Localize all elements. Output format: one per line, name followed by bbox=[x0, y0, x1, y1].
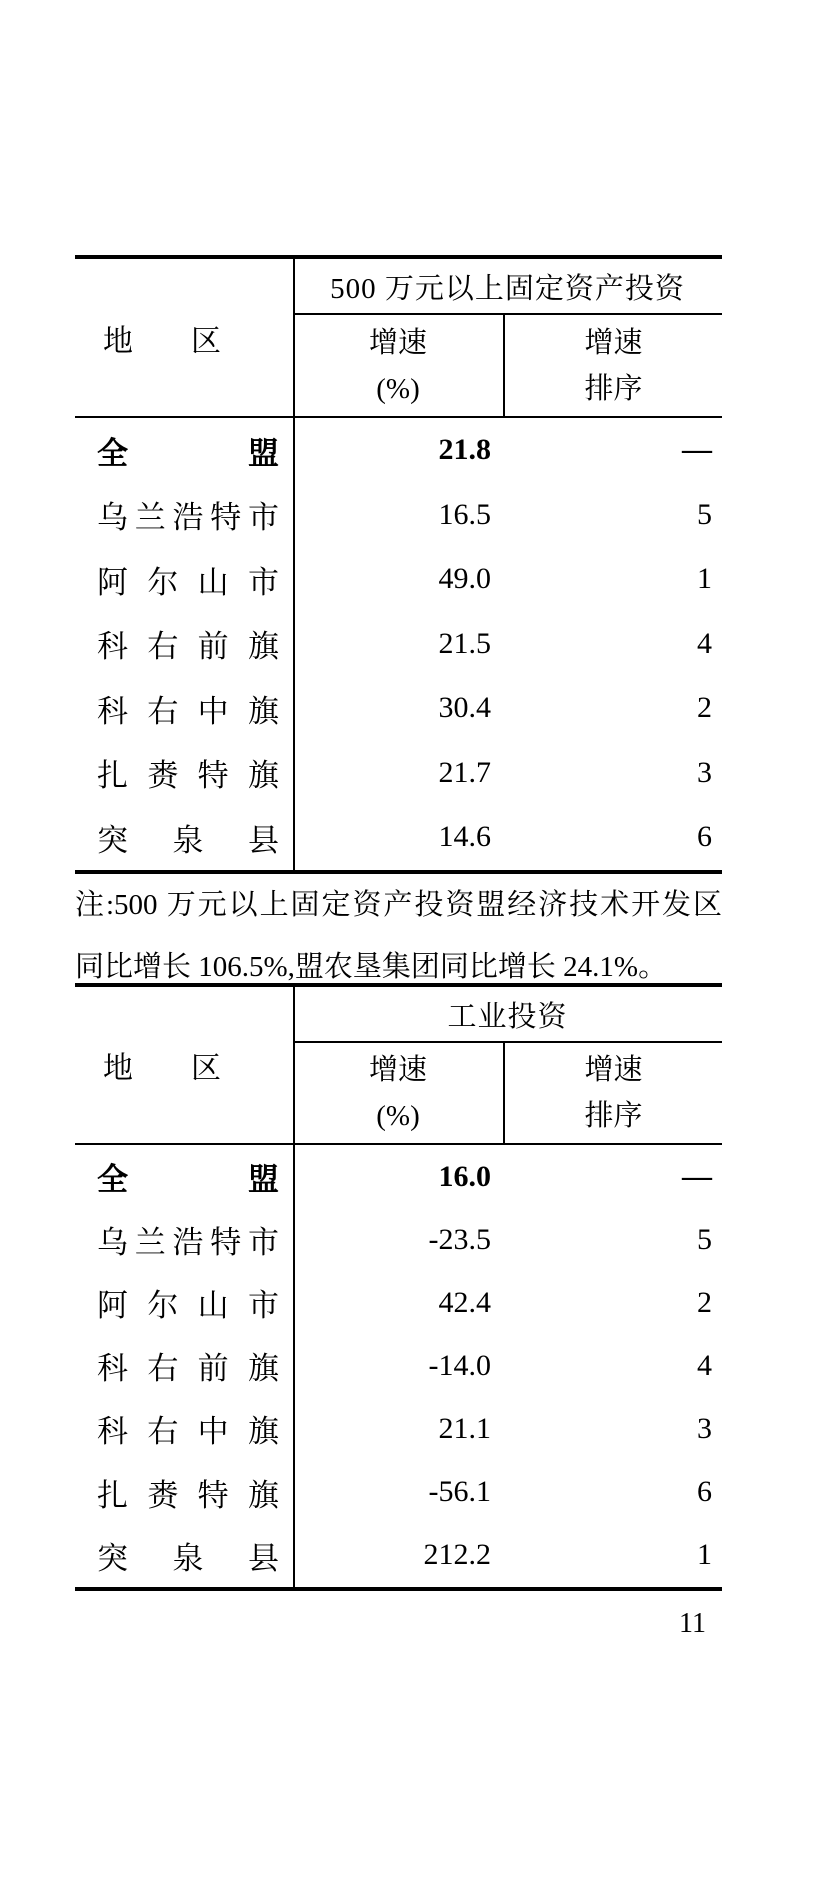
table-row bbox=[75, 547, 722, 612]
table-row bbox=[75, 1460, 722, 1523]
growth-header-line2: (%) bbox=[376, 1100, 420, 1132]
region-cell bbox=[75, 815, 293, 860]
rank-cell: 1 bbox=[697, 1538, 712, 1572]
growth-cell: 21.8 bbox=[438, 433, 491, 467]
rank-header-line2: 排序 bbox=[584, 372, 643, 405]
region-label: 阿尔山市 bbox=[97, 564, 279, 600]
table-body bbox=[75, 416, 722, 870]
rank-cell: 2 bbox=[697, 1285, 712, 1319]
region-label: 全盟 bbox=[97, 1162, 279, 1198]
table-inner bbox=[75, 259, 722, 870]
growth-header-cell bbox=[293, 315, 503, 416]
rank-header-line1: 增速 bbox=[584, 326, 643, 359]
region-cell bbox=[75, 1154, 293, 1199]
region-cell bbox=[75, 621, 293, 666]
region-label: 乌兰浩特市 bbox=[97, 500, 279, 536]
region-cell bbox=[75, 1406, 293, 1451]
table-row bbox=[75, 612, 722, 677]
table-row bbox=[75, 1208, 722, 1271]
table-header bbox=[75, 259, 722, 416]
footnote-line1: 注:500 万元以上固定资产投资盟经济技术开发区 bbox=[75, 889, 722, 921]
region-cell bbox=[75, 492, 293, 537]
region-cell bbox=[75, 1280, 293, 1325]
growth-header-line1: 增速 bbox=[368, 326, 427, 359]
region-label: 科右中旗 bbox=[97, 1414, 279, 1450]
region-header-cell bbox=[75, 987, 293, 1143]
rank-header-line2: 排序 bbox=[584, 1100, 643, 1132]
table-row bbox=[75, 418, 722, 483]
rank-cell: 3 bbox=[697, 755, 712, 789]
rank-cell: — bbox=[682, 1159, 712, 1193]
region-header-cell bbox=[75, 259, 293, 416]
growth-cell: 30.4 bbox=[438, 691, 491, 725]
region-cell bbox=[75, 1470, 293, 1515]
rank-cell: 2 bbox=[697, 691, 712, 725]
region-cell bbox=[75, 750, 293, 795]
growth-header-line1: 增速 bbox=[368, 1054, 427, 1086]
industrial-investment-table bbox=[75, 983, 722, 1591]
rank-cell: 6 bbox=[697, 820, 712, 854]
rank-header-cell bbox=[503, 315, 722, 416]
sub-header-row bbox=[293, 1043, 722, 1143]
column-divider bbox=[293, 987, 295, 1587]
region-cell bbox=[75, 1343, 293, 1388]
footnote-line2: 同比增长 106.5%,盟农垦集团同比增长 24.1%。 bbox=[75, 951, 668, 983]
region-label: 扎赉特旗 bbox=[97, 1477, 279, 1513]
header-right-group bbox=[293, 987, 722, 1143]
region-cell bbox=[75, 1217, 293, 1262]
span-header: 500 万元以上固定资产投资 bbox=[293, 259, 722, 315]
table-row bbox=[75, 1397, 722, 1460]
growth-cell: -14.0 bbox=[428, 1348, 491, 1382]
region-label: 扎赉特旗 bbox=[97, 758, 279, 794]
growth-cell: 16.0 bbox=[438, 1159, 491, 1193]
region-cell bbox=[75, 686, 293, 731]
region-label: 突泉县 bbox=[97, 1540, 279, 1576]
fixed-asset-investment-table bbox=[75, 255, 722, 874]
table-header bbox=[75, 987, 722, 1143]
region-header-label: 地区 bbox=[103, 1052, 221, 1085]
growth-cell: 21.1 bbox=[438, 1411, 491, 1445]
table-body bbox=[75, 1143, 722, 1587]
rank-header-line1: 增速 bbox=[584, 1054, 643, 1086]
rank-cell: 5 bbox=[697, 497, 712, 531]
region-header-label: 地区 bbox=[103, 324, 221, 358]
growth-cell: 21.5 bbox=[438, 626, 491, 660]
growth-cell: 42.4 bbox=[438, 1285, 491, 1319]
table-row bbox=[75, 483, 722, 548]
rank-cell: 4 bbox=[697, 1348, 712, 1382]
column-divider bbox=[293, 259, 295, 870]
region-label: 阿尔山市 bbox=[97, 1288, 279, 1324]
growth-cell: -56.1 bbox=[428, 1475, 491, 1509]
header-right-group bbox=[293, 259, 722, 416]
table-row bbox=[75, 741, 722, 806]
table-row bbox=[75, 1334, 722, 1397]
region-cell bbox=[75, 428, 293, 473]
region-label: 科右前旗 bbox=[97, 1351, 279, 1387]
rank-cell: 4 bbox=[697, 626, 712, 660]
rank-cell: 6 bbox=[697, 1475, 712, 1509]
region-label: 科右中旗 bbox=[97, 693, 279, 729]
rank-cell: 1 bbox=[697, 562, 712, 596]
growth-cell: -23.5 bbox=[428, 1222, 491, 1256]
table-inner bbox=[75, 987, 722, 1587]
table-row bbox=[75, 1524, 722, 1587]
growth-header-cell bbox=[293, 1043, 503, 1143]
rank-cell: 5 bbox=[697, 1222, 712, 1256]
rank-cell: 3 bbox=[697, 1411, 712, 1445]
page-number: 11 bbox=[679, 1608, 706, 1639]
region-label: 突泉县 bbox=[97, 822, 279, 858]
table-row bbox=[75, 1271, 722, 1334]
region-cell bbox=[75, 557, 293, 602]
region-label: 全盟 bbox=[97, 435, 279, 471]
region-label: 科右前旗 bbox=[97, 629, 279, 665]
region-label: 乌兰浩特市 bbox=[97, 1225, 279, 1261]
rank-cell: — bbox=[682, 433, 712, 467]
sub-header-row bbox=[293, 315, 722, 416]
region-cell bbox=[75, 1533, 293, 1578]
table-row bbox=[75, 1145, 722, 1208]
table-row bbox=[75, 676, 722, 741]
growth-header-line2: (%) bbox=[376, 372, 420, 405]
growth-cell: 16.5 bbox=[438, 497, 491, 531]
growth-cell: 21.7 bbox=[438, 755, 491, 789]
rank-header-cell bbox=[503, 1043, 722, 1143]
growth-cell: 49.0 bbox=[438, 562, 491, 596]
span-header: 工业投资 bbox=[293, 987, 722, 1043]
growth-cell: 212.2 bbox=[423, 1538, 491, 1572]
growth-cell: 14.6 bbox=[438, 820, 491, 854]
table-row bbox=[75, 805, 722, 870]
table-footnote bbox=[75, 874, 722, 998]
